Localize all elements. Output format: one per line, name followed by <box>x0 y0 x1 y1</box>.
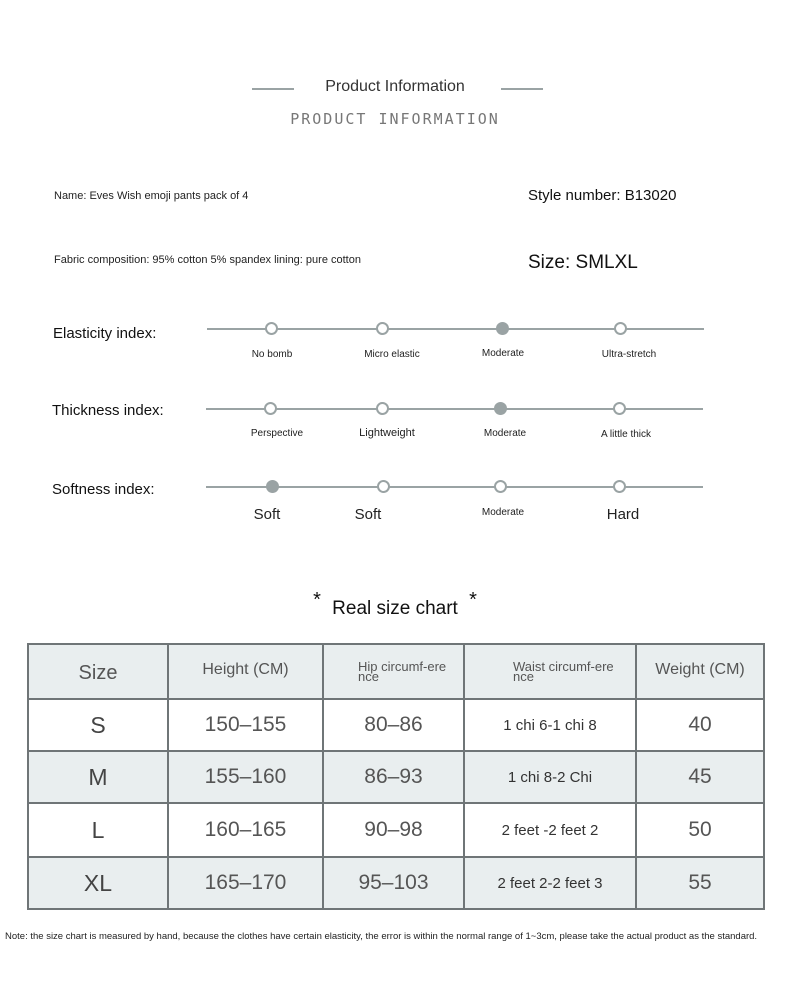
style-number: Style number: B13020 <box>528 187 677 204</box>
header-weight: Weight (CM) <box>636 644 764 699</box>
cell-height: 165–170 <box>168 857 323 909</box>
softness-option-3: Moderate <box>481 507 525 518</box>
thickness-dot-3-selected <box>494 402 507 415</box>
header-waist: Waist circumf-erence <box>464 644 636 699</box>
softness-option-4: Hard <box>606 506 640 523</box>
thickness-dot-2 <box>376 402 389 415</box>
size-chart-note: Note: the size chart is measured by hand, because the clothes have certain elasticity, the error is within the normal range of 1~3cm, please take the actual product as the standard. <box>5 931 758 942</box>
elasticity-track <box>207 328 704 330</box>
elasticity-dot-1 <box>265 322 278 335</box>
page-subtitle: PRODUCT INFORMATION <box>290 110 500 128</box>
cell-size: M <box>28 751 168 803</box>
table-row <box>28 857 764 909</box>
cell-weight: 50 <box>636 803 764 857</box>
cell-hip: 90–98 <box>323 803 464 857</box>
table-row <box>28 751 764 803</box>
thickness-dot-1 <box>264 402 277 415</box>
elasticity-label: Elasticity index: <box>53 325 157 342</box>
thickness-dot-4 <box>613 402 626 415</box>
page-title: Product Information <box>325 78 465 95</box>
softness-dot-1-selected <box>266 480 279 493</box>
softness-option-2: Soft <box>354 506 382 523</box>
size-chart-table <box>27 643 765 910</box>
cell-weight: 45 <box>636 751 764 803</box>
size-range: Size: SMLXL <box>528 252 638 273</box>
elasticity-option-3: Moderate <box>481 348 525 359</box>
cell-weight: 55 <box>636 857 764 909</box>
cell-size: L <box>28 803 168 857</box>
softness-dot-4 <box>613 480 626 493</box>
cell-size: XL <box>28 857 168 909</box>
header-height: Height (CM) <box>168 644 323 699</box>
elasticity-dot-2 <box>376 322 389 335</box>
star-left: * <box>313 589 321 611</box>
thickness-option-2: Lightweight <box>359 427 415 439</box>
thickness-option-3: Moderate <box>483 428 527 439</box>
softness-dot-3 <box>494 480 507 493</box>
cell-weight: 40 <box>636 699 764 751</box>
header-hip: Hip circumf-erence <box>323 644 464 699</box>
cell-hip: 86–93 <box>323 751 464 803</box>
cell-waist: 2 feet -2 feet 2 <box>464 803 636 857</box>
elasticity-option-4: Ultra-stretch <box>601 349 657 360</box>
softness-dot-2 <box>377 480 390 493</box>
cell-waist: 1 chi 6-1 chi 8 <box>464 699 636 751</box>
size-chart-title <box>0 589 790 620</box>
table-header-row <box>28 644 764 699</box>
fabric-composition: Fabric composition: 95% cotton 5% spandex lining: pure cotton <box>54 254 361 266</box>
elasticity-option-1: No bomb <box>251 349 293 360</box>
softness-option-1: Soft <box>253 506 281 523</box>
size-chart-title-text: Real size chart <box>332 598 458 619</box>
thickness-option-1: Perspective <box>250 428 304 439</box>
cell-waist: 1 chi 8-2 Chi <box>464 751 636 803</box>
header-size: Size <box>28 644 168 699</box>
product-name: Name: Eves Wish emoji pants pack of 4 <box>54 190 249 202</box>
cell-height: 160–165 <box>168 803 323 857</box>
cell-hip: 95–103 <box>323 857 464 909</box>
cell-hip: 80–86 <box>323 699 464 751</box>
elasticity-option-2: Micro elastic <box>364 349 420 360</box>
table-row <box>28 699 764 751</box>
elasticity-dot-4 <box>614 322 627 335</box>
thickness-label: Thickness index: <box>52 402 164 419</box>
cell-waist: 2 feet 2-2 feet 3 <box>464 857 636 909</box>
elasticity-dot-3-selected <box>496 322 509 335</box>
softness-label: Softness index: <box>52 481 155 498</box>
star-right: * <box>469 589 477 611</box>
thickness-option-4: A little thick <box>600 429 652 440</box>
cell-size: S <box>28 699 168 751</box>
thickness-track <box>206 408 703 410</box>
softness-track <box>206 486 703 488</box>
cell-height: 155–160 <box>168 751 323 803</box>
table-row <box>28 803 764 857</box>
cell-height: 150–155 <box>168 699 323 751</box>
